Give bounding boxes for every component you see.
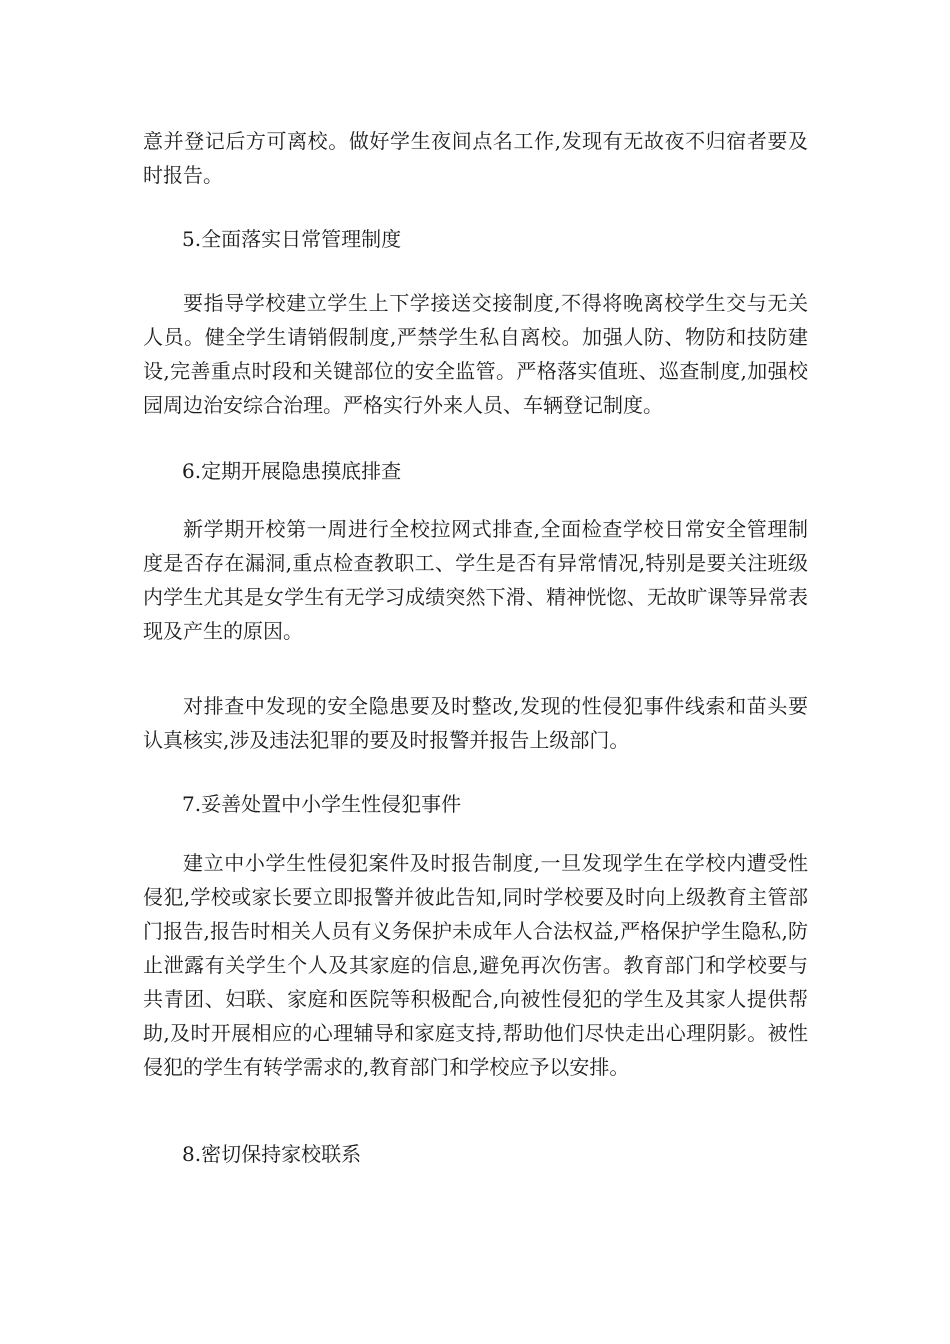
section-heading-5: 5.全面落实日常管理制度 bbox=[182, 227, 402, 251]
paragraph-hazard-inspection: 新学期开校第一周进行全校拉网式排查,全面检查学校日常安全管理制度是否存在漏洞,重点检查教职工、学生是否有异常情况,特别是要关注班级内学生尤其是女学生有无学习成绩突然下滑、精神恍惚、无故旷课等异常表现及产生的原因。 bbox=[143, 517, 808, 643]
section-heading-6: 6.定期开展隐患摸底排查 bbox=[182, 459, 402, 483]
paragraph-rectification: 对排查中发现的安全隐患要及时整改,发现的性侵犯事件线索和苗头要认真核实,涉及违法犯罪的要及时报警并报告上级部门。 bbox=[143, 694, 808, 752]
section-heading-8: 8.密切保持家校联系 bbox=[182, 1142, 362, 1166]
section-heading-7: 7.妥善处置中小学生性侵犯事件 bbox=[182, 792, 462, 816]
paragraph-daily-management: 要指导学校建立学生上下学接送交接制度,不得将晚离校学生交与无关人员。健全学生请销假制度,严禁学生私自离校。加强人防、物防和技防建设,完善重点时段和关键部位的安全监管。严格落实值班、巡查制度,加强校园周边治安综合治理。严格实行外来人员、车辆登记制度。 bbox=[143, 291, 808, 417]
paragraph-continued: 意并登记后方可离校。做好学生夜间点名工作,发现有无故夜不归宿者要及时报告。 bbox=[143, 129, 808, 187]
paragraph-incident-handling: 建立中小学生性侵犯案件及时报告制度,一旦发现学生在学校内遭受性侵犯,学校或家长要立即报警并彼此告知,同时学校要及时向上级教育主管部门报告,报告时相关人员有义务保护未成年人合法权益,严格保护学生隐私,防止泄露有关学生个人及其家庭的信息,避免再次伤害。教育部门和学校要与共青团、妇联、家庭和医院等积极配合,向被性侵犯的学生及其家人提供帮助,及时开展相应的心理辅导和家庭支持,帮助他们尽快走出心理阴影。被性侵犯的学生有转学需求的,教育部门和学校应予以安排。 bbox=[143, 851, 808, 1079]
